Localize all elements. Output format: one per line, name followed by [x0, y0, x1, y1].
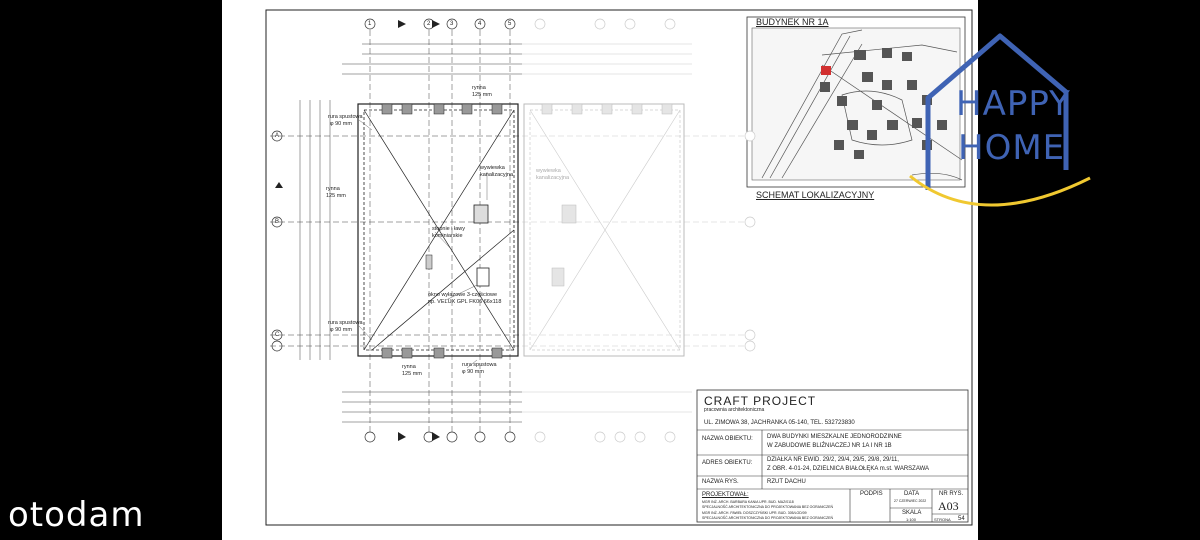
otodam-watermark: otodam [8, 495, 145, 535]
annotation-gutter-2: rynna [472, 85, 486, 91]
object-address-line1: DZIAŁKA NR EWID. 29/2, 29/4, 29/5, 29/8, 29/11, [767, 457, 899, 463]
page-label: STRONA [934, 517, 951, 522]
axis-label-b: B [275, 219, 280, 225]
designer-2: MGR INŻ. ARCH. PAWEŁ DOSZCZYŃSKI UPR. BUD. 305/LOD/09 [702, 511, 807, 515]
axis-label-4: 4 [478, 21, 482, 27]
annotation-downpipe-1-size: φ 90 mm [330, 121, 352, 127]
page-number: 54 [958, 516, 965, 522]
annotation-vent-1b: kanalizacyjna [480, 172, 514, 178]
annotation-gutter-1: rynna [326, 186, 340, 192]
drawing-name: RZUT DACHU [767, 479, 806, 485]
signature-label: PODPIS [860, 491, 883, 497]
logo-line2: HOME [958, 128, 1066, 168]
building-title: BUDYNEK NR 1A [756, 17, 829, 27]
axis-label-a: A [275, 133, 280, 139]
drawing-name-label: NAZWA RYS. [702, 479, 739, 485]
company-subtitle: pracownia architektoniczna [704, 407, 765, 413]
annotation-gutter-2-size: 125 mm [472, 92, 492, 98]
annotation-vent-2b: kanalizacyjna [536, 175, 570, 181]
annotation-gutter-3-size: 125 mm [402, 371, 422, 377]
annotation-vent-1: wywiewka [480, 165, 505, 171]
happy-home-logo [900, 28, 1100, 218]
annotation-steps: stopnie i ławy [432, 226, 466, 232]
object-name-label: NAZWA OBIEKTU: [702, 436, 753, 442]
axis-label-1: 1 [368, 21, 372, 27]
drawing-sheet [222, 0, 978, 540]
sheet-number-label: NR RYS. [939, 491, 964, 497]
designer-2-spec: SPECJALNOŚĆ ARCHITEKTONICZNA DO PROJEKTOWANIA BEZ OGRANICZEŃ [702, 516, 834, 520]
axis-label-5: 5 [508, 21, 512, 27]
object-name-line1: DWA BUDYNKI MIESZKALNE JEDNORODZINNE [767, 434, 902, 440]
company-name: CRAFT PROJECT [704, 394, 817, 408]
scale-value: 1:100 [906, 517, 917, 522]
logo-line1: HAPPY [956, 84, 1071, 124]
designer-1: MGR INŻ. ARCH. BARBARA KANIA UPR. BUD. MAZ/0118 [702, 500, 794, 504]
annotation-downpipe-1: rura spustowa [328, 114, 363, 120]
scale-label: SKALA [902, 510, 922, 516]
designer-label: PROJEKTOWAŁ: [702, 492, 749, 498]
scheme-title: SCHEMAT LOKALIZACYJNY [756, 190, 875, 200]
building-marker [821, 66, 831, 75]
annotation-steps-b: kominiarskie [432, 233, 463, 239]
annotation-downpipe-3: rura spustowa [462, 362, 497, 368]
date-value: 27 CZERWIEC 2022 [894, 499, 927, 503]
annotation-vent-2: wywiewka [536, 168, 561, 174]
axis-label-2: 2 [427, 21, 431, 27]
company-address: UL. ZIMOWA 38, JACHRANKA 05-140, TEL. 532723830 [704, 420, 855, 426]
annotation-gutter-1-size: 125 mm [326, 193, 346, 199]
annotation-downpipe-3-size: φ 90 mm [462, 369, 484, 375]
designer-1-spec: SPECJALNOŚĆ ARCHITEKTONICZNA DO PROJEKTOWANIA BEZ OGRANICZEŃ [702, 505, 834, 509]
axis-label-3: 3 [450, 21, 454, 27]
sheet-number: A03 [938, 499, 959, 513]
object-address-label: ADRES OBIEKTU: [702, 460, 753, 466]
annotation-window: okno wyłazowe 3-częściowe [428, 292, 498, 298]
annotation-downpipe-2-size: φ 90 mm [330, 327, 352, 333]
axis-label-c: C [275, 332, 280, 338]
object-name-line2: W ZABUDOWIE BLIŹNIACZEJ NR 1A I NR 1B [767, 443, 892, 449]
annotation-downpipe-2: rura spustowa [328, 320, 363, 326]
date-label: DATA [904, 491, 920, 497]
annotation-window-b: np. VELUX GPL FK06 66x118 [428, 299, 502, 305]
annotation-gutter-3: rynna [402, 364, 416, 370]
object-address-line2: Z OBR. 4-01-24, DZIELNICA BIAŁOŁĘKA m.st. WARSZAWA [767, 466, 930, 472]
